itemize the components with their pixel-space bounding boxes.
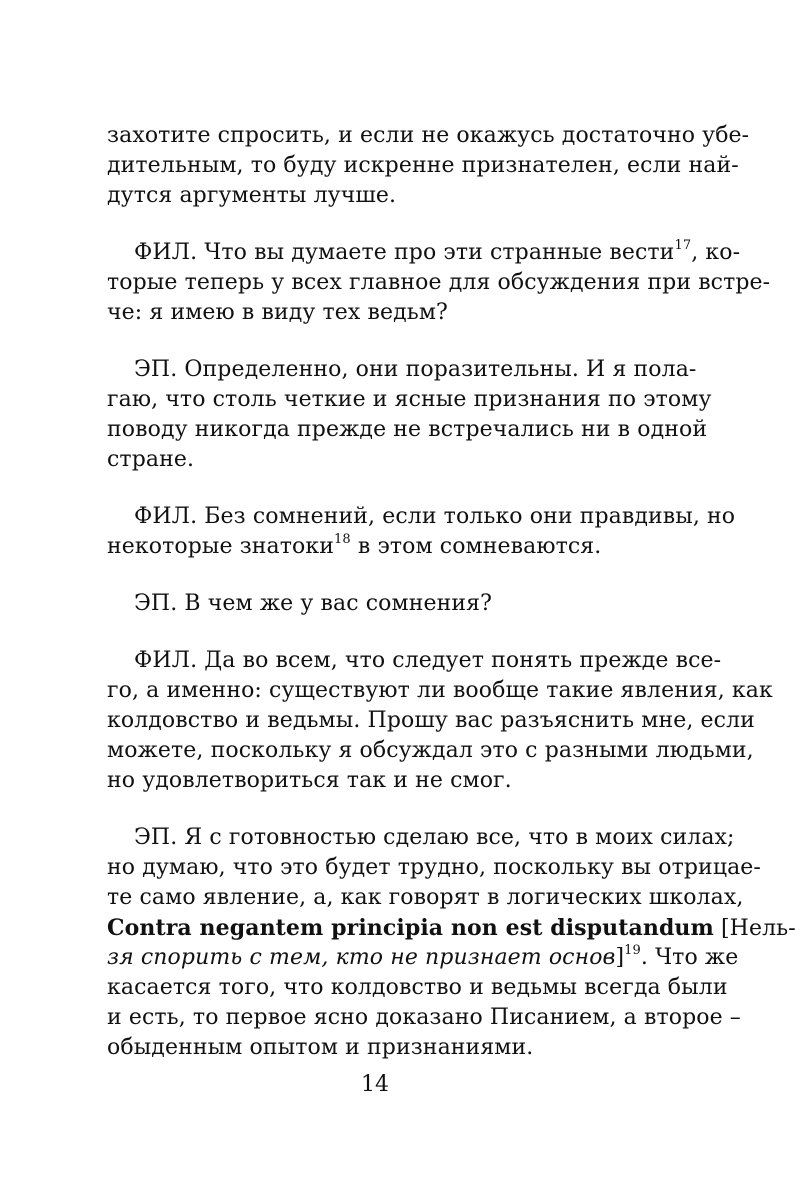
footnote-ref: 19 — [624, 943, 641, 958]
paragraph-first-line: ФИЛ. Без сомнений, если только они правдивы, но — [134, 504, 736, 529]
text-line: гаю, что столь четкие и ясные признания по этому — [107, 387, 712, 412]
text-line: го, а именно: существуют ли вообще такие явления, как — [107, 678, 773, 703]
text-line: можете, поскольку я обсуждал это с разными людьми, — [107, 738, 754, 763]
paragraph-first-line: ЭП. Я с готовностью сделаю все, что в моих силах; — [134, 825, 735, 850]
translation: зя спорить с тем, кто не признает основ — [107, 945, 616, 970]
text-line: зя спорить с тем, кто не признает основ]$^{19}$. Что же — [107, 943, 739, 970]
paragraph-first-line: ФИЛ. Да во всем, что следует понять прежде все- — [134, 648, 722, 673]
text-line: поводу никогда прежде не встречались ни в одной — [107, 417, 708, 442]
text-line: обыденным опытом и признаниями. — [107, 1035, 534, 1060]
text-line: касается того, что колдовство и ведьмы всегда были — [107, 975, 728, 1000]
page-number: 14 — [361, 1072, 389, 1097]
text-line: некоторые знатоки$^{18}$ в этом сомневаются. — [107, 532, 602, 559]
text-line: но удовлетвориться так и не смог. — [107, 768, 512, 793]
paragraph-first-line: ЭП. В чем же у вас сомнения? — [134, 591, 493, 616]
footnote-ref: 17 — [674, 238, 692, 253]
text-line: но думаю, что это будет трудно, поскольку вы отрицае- — [107, 855, 761, 880]
text-line: те само явление, а, как говорят в логических школах, — [107, 885, 744, 910]
text-line: и есть, то первое ясно доказано Писанием, а второе – — [107, 1005, 741, 1030]
text-line: стране. — [107, 447, 195, 472]
paragraph-first-line: ФИЛ. Что вы думаете про эти странные вести$^{17}$, ко- — [134, 238, 741, 265]
text-line: Contra negantem principia non est disputandum [Нель- — [107, 915, 796, 941]
text-line: дительным, то буду искренне признателен, если най- — [107, 153, 739, 178]
footnote-ref: 18 — [334, 532, 351, 547]
text-line: торые теперь у всех главное для обсуждения при встре- — [107, 270, 771, 295]
paragraph-first-line: ЭП. Определенно, они поразительны. И я пола- — [134, 357, 697, 382]
text-line: че: я имею в виду тех ведьм? — [107, 300, 448, 325]
text-line: дутся аргументы лучше. — [107, 183, 397, 208]
text-line: захотите спросить, и если не окажусь достаточно убе- — [107, 123, 750, 148]
text-line: колдовство и ведьмы. Прошу вас разъяснить мне, если — [107, 708, 755, 733]
latin-maxim: Contra negantem principia non est disputandum — [107, 915, 714, 941]
